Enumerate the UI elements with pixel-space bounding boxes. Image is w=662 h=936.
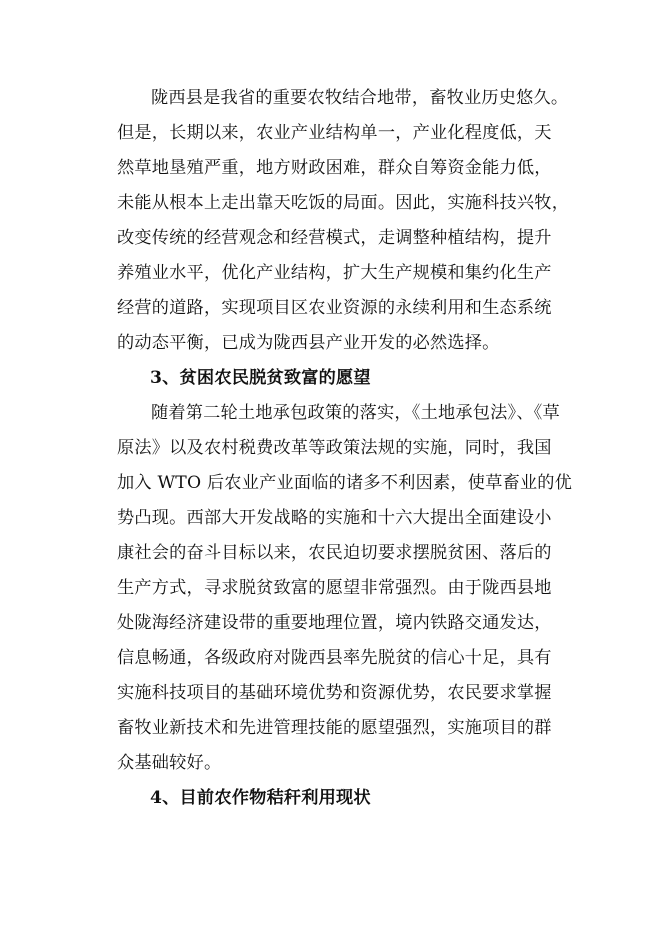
- paragraph-1-line-1: 陇西县是我省的重要农牧结合地带，畜牧业历史悠久。: [151, 88, 569, 108]
- paragraph-1-line-7: 经营的道路，实现项目区农业资源的永续利用和生态系统: [117, 298, 552, 318]
- paragraph-2-line-9: 实施科技项目的基础环境优势和资源优势，农民要求掌握: [117, 683, 552, 703]
- paragraph-2-line-11: 众基础较好。: [117, 753, 222, 773]
- paragraph-2-line-10: 畜牧业新技术和先进管理技能的愿望强烈，实施项目的群: [117, 718, 552, 738]
- section-heading-4: 4、目前农作物秸秆利用现状: [150, 788, 371, 808]
- paragraph-1-line-4: 未能从根本上走出靠天吃饭的局面。因此，实施科技兴牧，: [117, 193, 570, 213]
- paragraph-1-line-3: 然草地垦殖严重，地方财政困难，群众自筹资金能力低，: [117, 158, 552, 178]
- paragraph-2-line-2: 原法》以及农村税费改革等政策法规的实施，同时，我国: [117, 438, 552, 458]
- paragraph-2-line-4: 势凸现。西部大开发战略的实施和十六大提出全面建设小: [117, 508, 552, 528]
- paragraph-1-line-6: 养殖业水平，优化产业结构，扩大生产规模和集约化生产: [117, 263, 552, 283]
- paragraph-1-line-2: 但是，长期以来，农业产业结构单一，产业化程度低，天: [117, 123, 552, 143]
- section-heading-3: 3、贫困农民脱贫致富的愿望: [150, 368, 371, 388]
- paragraph-1-line-8: 的动态平衡，已成为陇西县产业开发的必然选择。: [117, 333, 500, 353]
- paragraph-2-line-5: 康社会的奋斗目标以来，农民迫切要求摆脱贫困、落后的: [117, 543, 552, 563]
- paragraph-2-line-7: 处陇海经济建设带的重要地理位置，境内铁路交通发达，: [117, 613, 552, 633]
- paragraph-2-line-3: 加入 WTO 后农业产业面临的诸多不利因素，使草畜业的优: [117, 473, 573, 493]
- paragraph-2-line-1: 随着第二轮土地承包政策的落实，《土地承包法》、《草: [151, 403, 560, 423]
- paragraph-2-line-6: 生产方式，寻求脱贫致富的愿望非常强烈。由于陇西县地: [117, 578, 552, 598]
- paragraph-2-line-8: 信息畅通，各级政府对陇西县率先脱贫的信心十足，具有: [117, 648, 552, 668]
- paragraph-1-line-5: 改变传统的经营观念和经营模式，走调整种植结构，提升: [117, 228, 552, 248]
